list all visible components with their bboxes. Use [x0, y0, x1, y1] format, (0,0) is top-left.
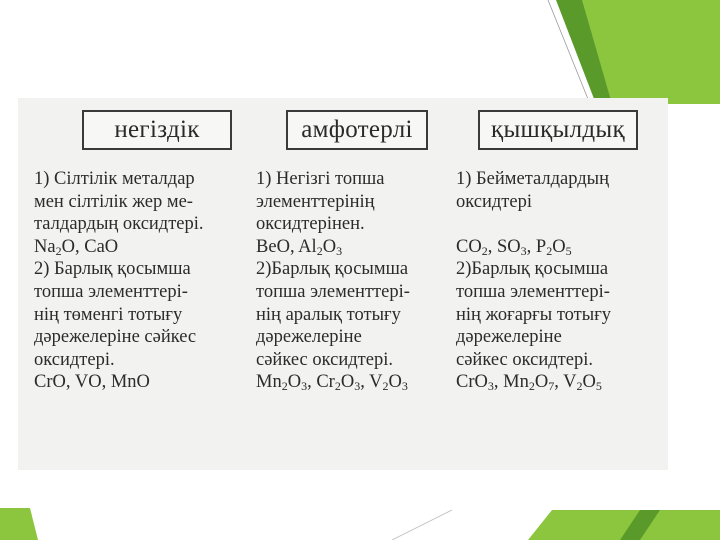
section-1-line: оксидтерінен. — [256, 214, 365, 235]
section-2-line: топша элементтері- — [256, 281, 410, 302]
formula-line: CrO, VO, MnO — [34, 372, 150, 393]
section-2-line: нің жоғарғы тотығу — [456, 304, 612, 325]
column-amphoteric — [256, 168, 452, 394]
formula-line: $CO_2$, $SO_3$, $P_2O_5$ — [456, 236, 572, 258]
header-amphoteric: амфотерлі — [286, 110, 428, 150]
section-1-line: 1) Негізгі топша — [256, 169, 385, 189]
section-1-line: оксидтері — [456, 191, 532, 212]
section-2-line: 2)Барлық қосымша — [256, 259, 409, 280]
header-basic: негіздік — [82, 110, 232, 150]
section-2-line: сәйкес оксидтері. — [456, 349, 593, 370]
bottom-thin-line — [392, 510, 452, 540]
formula-line: CrO$_3$, $Mn_2O_7$, $V_2O_5$ — [456, 372, 602, 394]
column-basic — [34, 168, 244, 394]
bottom-left-green-shape — [0, 508, 38, 540]
section-2-line: дәрежелеріне сәйкес — [34, 327, 197, 348]
section-2-line: 2) Барлық қосымша — [34, 259, 191, 280]
section-2-line: дәрежелеріне — [256, 327, 362, 348]
section-1-line: элементтерінің — [256, 191, 375, 212]
section-1-line: 1) Бейметалдардың — [456, 169, 609, 189]
formula-line: $Mn_2O_3$, $Cr_2O_3$, $V_2O_3$ — [256, 372, 408, 394]
section-2-line: топша элементтері- — [34, 281, 188, 302]
section-2-line: оксидтері. — [34, 349, 115, 370]
column-acidic — [456, 168, 656, 394]
section-2-line: дәрежелеріне — [456, 327, 562, 348]
formula-line: $Na_2O$, CaO — [34, 236, 119, 258]
section-1-line: талдардың оксидтері. — [34, 214, 204, 235]
section-2-line: 2)Барлық қосымша — [456, 259, 609, 280]
section-1-line: 1) Сілтілік металдар — [34, 169, 195, 189]
header-acidic: қышқылдық — [478, 110, 638, 150]
section-1-line — [456, 213, 656, 236]
section-2-line: сәйкес оксидтері. — [256, 349, 393, 370]
section-2-line: топша элементтері- — [456, 281, 610, 302]
formula-line: BeO, $Al_2O_3$ — [256, 236, 343, 258]
section-2-line: нің аралық тотығу — [256, 304, 401, 325]
section-2-line: нің төменгі тотығу — [34, 304, 183, 325]
section-1-line: мен сілтілік жер ме- — [34, 191, 193, 212]
